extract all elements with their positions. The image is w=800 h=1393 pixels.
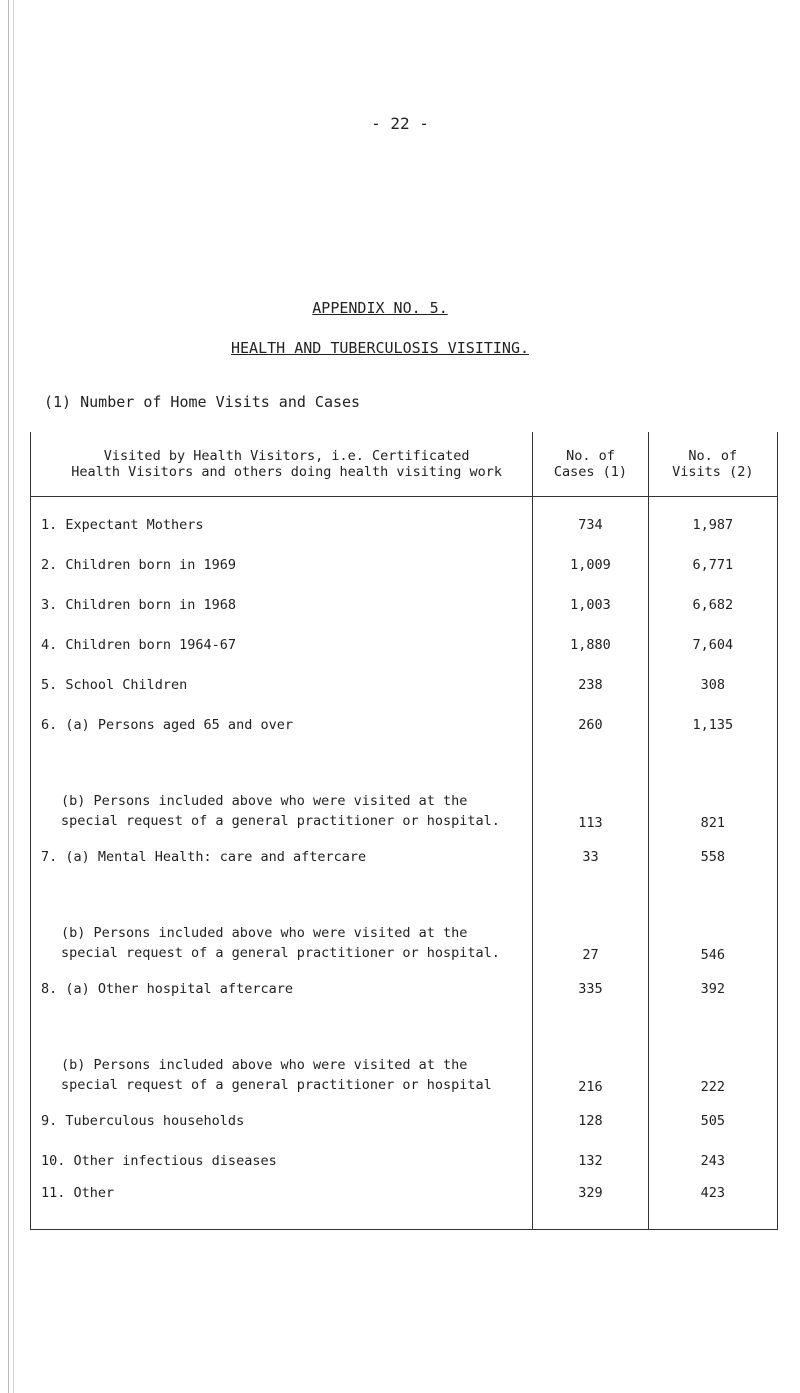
table-row — [31, 1181, 778, 1230]
row-visits: 7,604 — [648, 625, 777, 665]
row-label-text: (b) Persons included above who were visited at the special request of a general practitioner or hospital. — [61, 925, 500, 961]
row-label-text: (b) Persons included above who were visited at the special request of a general practitioner or hospital. — [61, 793, 500, 829]
header-visits — [648, 432, 777, 497]
appendix-title: APPENDIX NO. 5. — [312, 299, 448, 317]
row-visits: 308 — [648, 665, 777, 705]
page-number: - 22 - — [371, 114, 429, 133]
row-cases: 216 — [533, 1009, 648, 1101]
row-label: 5. School Children — [31, 665, 533, 705]
header-cases-line1: No. of — [566, 448, 615, 464]
row-label: 3. Children born in 1968 — [31, 585, 533, 625]
header-visits-line1: No. of — [688, 448, 738, 464]
table-row — [31, 497, 778, 546]
table-row — [31, 1009, 778, 1101]
home-visits-table — [30, 432, 778, 1230]
page-edge-shadow — [13, 0, 14, 1393]
row-cases: 238 — [533, 665, 648, 705]
table-row — [31, 545, 778, 585]
row-visits: 392 — [648, 969, 777, 1009]
header-category-line1: Visited by Health Visitors, i.e. Certificated — [103, 448, 470, 464]
table-row — [31, 837, 778, 877]
row-cases: 335 — [533, 969, 648, 1009]
table-subtitle: (1) Number of Home Visits and Cases — [44, 393, 361, 411]
row-label: 11. Other — [31, 1181, 533, 1230]
row-cases: 33 — [533, 837, 648, 877]
row-visits: 423 — [648, 1181, 777, 1230]
table-row — [31, 969, 778, 1009]
row-label: 10. Other infectious diseases — [31, 1141, 533, 1181]
row-visits: 821 — [648, 745, 777, 837]
row-label: 2. Children born in 1969 — [31, 545, 533, 585]
row-label: 7. (a) Mental Health: care and aftercare — [31, 837, 533, 877]
row-visits: 1,987 — [648, 497, 777, 546]
row-cases: 329 — [533, 1181, 648, 1230]
table-header-row — [31, 432, 778, 497]
header-category — [31, 432, 533, 497]
row-label: 4. Children born 1964-67 — [31, 625, 533, 665]
row-label: 8. (a) Other hospital aftercare — [31, 969, 533, 1009]
table-row — [31, 705, 778, 745]
row-cases: 27 — [533, 877, 648, 969]
row-label: 1. Expectant Mothers — [31, 497, 533, 546]
header-cases-line2: Cases (1) — [553, 464, 628, 480]
header-category-line2: Health Visitors and others doing health visiting work — [71, 464, 503, 480]
table-row — [31, 1141, 778, 1181]
row-visits: 6,771 — [648, 545, 777, 585]
section-title: HEALTH AND TUBERCULOSIS VISITING. — [230, 339, 529, 357]
row-label — [31, 877, 533, 969]
header-visits-line2: Visits (2) — [672, 464, 754, 480]
header-cases — [533, 432, 648, 497]
row-cases: 132 — [533, 1141, 648, 1181]
row-visits: 546 — [648, 877, 777, 969]
table-row — [31, 745, 778, 837]
row-visits: 222 — [648, 1009, 777, 1101]
row-visits: 1,135 — [648, 705, 777, 745]
row-label — [31, 745, 533, 837]
row-cases: 113 — [533, 745, 648, 837]
table-row — [31, 625, 778, 665]
table-row — [31, 585, 778, 625]
row-visits: 558 — [648, 837, 777, 877]
row-label-text: (b) Persons included above who were visited at the special request of a general practitioner or hospital — [61, 1057, 492, 1093]
row-cases: 1,880 — [533, 625, 648, 665]
row-label: 9. Tuberculous households — [31, 1101, 533, 1141]
row-cases: 734 — [533, 497, 648, 546]
row-cases: 1,009 — [533, 545, 648, 585]
row-visits: 243 — [648, 1141, 777, 1181]
row-label: 6. (a) Persons aged 65 and over — [31, 705, 533, 745]
row-cases: 128 — [533, 1101, 648, 1141]
row-cases: 260 — [533, 705, 648, 745]
row-cases: 1,003 — [533, 585, 648, 625]
table-row — [31, 665, 778, 705]
table-row — [31, 877, 778, 969]
table-row — [31, 1101, 778, 1141]
row-visits: 505 — [648, 1101, 777, 1141]
page-edge-shadow — [8, 0, 9, 1393]
row-visits: 6,682 — [648, 585, 777, 625]
row-label — [31, 1009, 533, 1101]
